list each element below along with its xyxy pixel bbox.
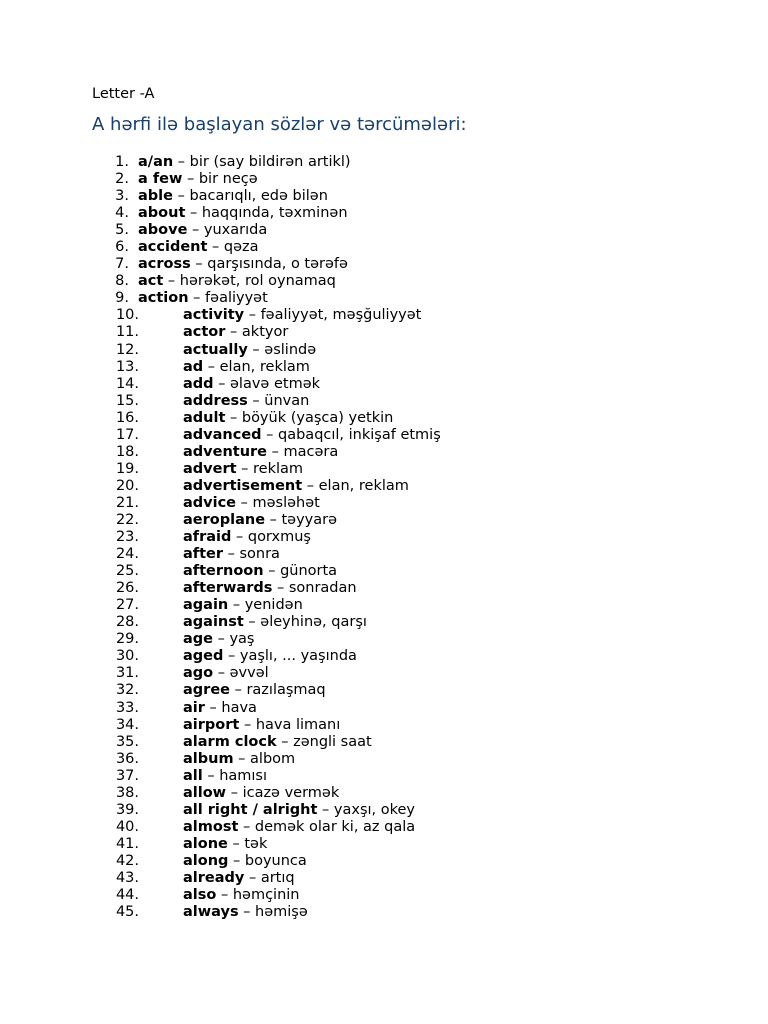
english-word: after: [183, 546, 224, 563]
list-item-number: 4.: [115, 205, 129, 222]
list-item-number: 24.: [115, 546, 139, 563]
list-item-number: 10.: [115, 307, 139, 324]
list-item-number: 20.: [115, 477, 139, 494]
list-item-entry: [183, 461, 303, 478]
list-item-number: 9.: [115, 290, 129, 307]
azerbaijani-translation: hava limanı: [255, 716, 341, 733]
azerbaijani-translation: fəaliyyət, məşğuliyyət: [260, 307, 422, 324]
list-item-entry: [183, 393, 309, 410]
list-item-number: 13.: [115, 358, 139, 375]
english-word: agree: [183, 682, 230, 699]
list-item-entry: [183, 342, 316, 359]
list-item-number: 27.: [115, 597, 139, 614]
list-item-number: 23.: [115, 529, 139, 546]
english-word: aged: [183, 648, 224, 665]
list-item-entry: [183, 359, 310, 376]
list-item-number: 2.: [115, 171, 129, 188]
list-item-number: 12.: [115, 341, 139, 358]
azerbaijani-translation: artıq: [260, 869, 295, 886]
english-word: all right / alright: [183, 801, 318, 818]
dash-separator: –: [216, 887, 233, 904]
english-word: aeroplane: [183, 511, 266, 528]
list-item-number: 40.: [115, 818, 139, 835]
azerbaijani-translation: icazə vermək: [242, 784, 340, 801]
list-item-number: 45.: [115, 904, 139, 921]
list-item-number: 16.: [115, 409, 139, 426]
dash-separator: –: [233, 750, 251, 767]
list-item-number: 14.: [115, 375, 139, 392]
dash-separator: –: [272, 580, 289, 597]
dash-separator: –: [238, 904, 256, 921]
list-item-number: 41.: [115, 835, 139, 852]
dash-separator: –: [203, 358, 220, 375]
azerbaijani-translation: qəza: [223, 239, 259, 256]
azerbaijani-translation: bir neçə: [198, 171, 258, 188]
azerbaijani-translation: ünvan: [264, 392, 310, 409]
list-item-number: 3.: [115, 188, 129, 205]
dash-separator: –: [225, 409, 242, 426]
english-word: allow: [183, 784, 227, 801]
list-item-number: 17.: [115, 426, 139, 443]
english-word: airport: [183, 716, 240, 733]
dash-separator: –: [244, 869, 261, 886]
dash-separator: –: [247, 392, 265, 409]
english-word: afterwards: [183, 580, 273, 597]
azerbaijani-translation: zəngli saat: [293, 733, 372, 750]
list-item-number: 1.: [115, 154, 129, 170]
dash-separator: –: [244, 307, 261, 324]
azerbaijani-translation: tək: [244, 835, 268, 852]
dash-separator: –: [265, 511, 282, 528]
dash-separator: –: [223, 648, 240, 665]
dash-separator: –: [172, 188, 190, 205]
dash-separator: –: [226, 784, 243, 801]
list-item-entry: [183, 427, 441, 444]
list-item-number: 30.: [115, 648, 139, 665]
dash-separator: –: [238, 818, 255, 835]
english-word: alone: [183, 835, 228, 852]
azerbaijani-translation: əleyhinə, qarşı: [260, 614, 367, 631]
list-item-entry: [183, 631, 255, 648]
english-word: ago: [183, 665, 214, 682]
list-item-number: 33.: [115, 699, 139, 716]
english-word: age: [183, 631, 213, 648]
dash-separator: –: [173, 154, 190, 170]
list-item-entry: [138, 256, 348, 273]
dash-separator: –: [228, 852, 245, 869]
english-word: able: [138, 188, 173, 205]
list-item-entry: [183, 512, 337, 529]
azerbaijani-translation: həmişə: [255, 904, 308, 921]
list-item-entry: [183, 597, 303, 614]
english-word: alarm clock: [183, 733, 277, 750]
list-item-number: 7.: [115, 256, 129, 273]
dash-separator: –: [185, 205, 202, 222]
azerbaijani-translation: aktyor: [241, 324, 289, 341]
list-item-entry: [183, 324, 288, 341]
english-word: ad: [183, 358, 204, 375]
azerbaijani-translation: sonradan: [288, 580, 357, 597]
azerbaijani-translation: reklam: [253, 460, 304, 477]
list-item-number: 32.: [115, 682, 139, 699]
english-word: address: [183, 392, 248, 409]
english-word: advertisement: [183, 477, 303, 494]
list-item-entry: [183, 904, 308, 921]
list-item-entry: [183, 614, 367, 631]
dash-separator: –: [302, 477, 319, 494]
azerbaijani-translation: hamısı: [219, 767, 268, 784]
list-item-number: 29.: [115, 631, 139, 648]
list-item-entry: [183, 785, 339, 802]
list-item-number: 11.: [115, 324, 139, 341]
english-word: all: [183, 767, 203, 784]
azerbaijani-translation: haqqında, təxminən: [201, 205, 348, 222]
list-item-entry: [183, 700, 257, 717]
azerbaijani-translation: qorxmuş: [247, 529, 311, 546]
english-word: actually: [183, 341, 248, 358]
dash-separator: –: [227, 835, 245, 852]
list-item-entry: [183, 580, 357, 597]
list-item-entry: [183, 563, 337, 580]
english-word: above: [138, 222, 188, 239]
dash-separator: –: [236, 494, 253, 511]
dash-separator: –: [229, 682, 247, 699]
list-item-entry: [183, 307, 421, 324]
azerbaijani-translation: qarşısında, o tərəfə: [207, 256, 348, 273]
list-item-number: 36.: [115, 750, 139, 767]
list-item-entry: [138, 290, 268, 307]
english-word: adult: [183, 409, 226, 426]
list-item-number: 31.: [115, 665, 139, 682]
azerbaijani-translation: təyyarə: [281, 511, 338, 528]
azerbaijani-translation: sonra: [239, 546, 280, 563]
list-item-entry: [183, 376, 320, 393]
english-word: advice: [183, 494, 237, 511]
azerbaijani-translation: yaş: [229, 631, 255, 648]
dash-separator: –: [182, 171, 199, 188]
dash-separator: –: [202, 767, 220, 784]
english-word: afraid: [183, 529, 232, 546]
english-word: about: [138, 205, 186, 222]
list-item-number: 43.: [115, 869, 139, 886]
english-word: along: [183, 852, 229, 869]
list-item-entry: [183, 802, 415, 819]
dash-separator: –: [187, 222, 204, 239]
list-item-entry: [183, 648, 357, 665]
english-word: album: [183, 750, 234, 767]
english-word: also: [183, 887, 217, 904]
english-word: across: [138, 256, 191, 273]
english-word: again: [183, 597, 229, 614]
azerbaijani-translation: hava: [221, 699, 257, 716]
list-item-number: 8.: [115, 273, 129, 290]
azerbaijani-translation: bir (say bildirən artikl): [189, 154, 351, 170]
list-item-number: 28.: [115, 614, 139, 631]
list-item-number: 38.: [115, 784, 139, 801]
dash-separator: –: [267, 443, 284, 460]
list-item-entry: [183, 734, 372, 751]
list-item-number: 44.: [115, 887, 139, 904]
dash-separator: –: [213, 665, 230, 682]
list-item-number: 6.: [115, 239, 129, 256]
english-word: action: [138, 290, 189, 307]
azerbaijani-translation: yaxşı, okey: [333, 801, 416, 818]
list-item-number: 19.: [115, 460, 139, 477]
list-item-entry: [138, 188, 328, 205]
dash-separator: –: [243, 614, 261, 631]
list-item-entry: [183, 410, 393, 427]
list-item-entry: [183, 495, 320, 512]
list-item-number: 37.: [115, 767, 139, 784]
azerbaijani-translation: məsləhət: [252, 494, 320, 511]
dash-separator: –: [231, 529, 248, 546]
list-item-entry: [138, 222, 267, 239]
english-word: already: [183, 869, 245, 886]
dash-separator: –: [276, 733, 294, 750]
list-item-entry: [183, 682, 326, 699]
azerbaijani-translation: demək olar ki, az qala: [254, 818, 416, 835]
english-word: afternoon: [183, 563, 264, 580]
dash-separator: –: [207, 239, 224, 256]
dash-separator: –: [228, 597, 245, 614]
list-item-entry: [183, 478, 409, 495]
dash-separator: –: [223, 546, 240, 563]
azerbaijani-translation: böyük (yaşca) yetkin: [241, 409, 394, 426]
dash-separator: –: [163, 273, 180, 290]
english-word: a few: [138, 171, 183, 188]
list-item-entry: [138, 239, 259, 256]
azerbaijani-translation: günorta: [280, 563, 338, 580]
azerbaijani-translation: əlavə etmək: [230, 375, 321, 392]
list-item-number: 39.: [115, 801, 139, 818]
azerbaijani-translation: elan, reklam: [318, 477, 409, 494]
azerbaijani-translation: əslində: [264, 341, 317, 358]
english-word: against: [183, 614, 244, 631]
english-word: always: [183, 904, 239, 921]
english-word: activity: [183, 307, 245, 324]
dash-separator: –: [188, 290, 206, 307]
english-word: a/an: [138, 154, 174, 170]
list-item-entry: [183, 546, 280, 563]
list-item-number: 15.: [115, 392, 139, 409]
azerbaijani-translation: razılaşmaq: [246, 682, 326, 699]
azerbaijani-translation: yaşlı, ... yaşında: [239, 648, 357, 665]
list-item-number: 18.: [115, 443, 139, 460]
azerbaijani-translation: yenidən: [244, 597, 303, 614]
list-item-number: 5.: [115, 222, 129, 239]
english-word: air: [183, 699, 205, 716]
list-item-entry: [183, 836, 267, 853]
dash-separator: –: [239, 716, 256, 733]
english-word: add: [183, 375, 214, 392]
list-item-entry: [138, 273, 336, 290]
list-item-entry: [138, 205, 348, 222]
list-item-entry: [183, 887, 299, 904]
azerbaijani-translation: macəra: [283, 443, 339, 460]
dash-separator: –: [247, 341, 265, 358]
english-word: advert: [183, 460, 237, 477]
list-item-entry: [183, 444, 338, 461]
list-item-entry: [183, 717, 340, 734]
list-item-entry: [183, 853, 307, 870]
azerbaijani-translation: əvvəl: [229, 665, 269, 682]
english-word: adventure: [183, 443, 268, 460]
list-item-entry: [183, 870, 295, 887]
azerbaijani-translation: albom: [250, 750, 296, 767]
english-word: actor: [183, 324, 226, 341]
list-item-entry: [183, 665, 269, 682]
list-item-number: 34.: [115, 716, 139, 733]
list-item-number: 25.: [115, 563, 139, 580]
azerbaijani-translation: fəaliyyət: [205, 290, 268, 307]
dash-separator: –: [261, 426, 279, 443]
dash-separator: –: [236, 460, 254, 477]
azerbaijani-translation: elan, reklam: [219, 358, 310, 375]
dash-separator: –: [225, 324, 242, 341]
list-item-entry: [183, 768, 267, 785]
list-item-number: 26.: [115, 580, 139, 597]
azerbaijani-translation: bacarıqlı, edə bilən: [189, 188, 328, 205]
dash-separator: –: [213, 375, 231, 392]
page-heading: A hərfi ilə başlayan sözlər və tərcümələri:: [92, 114, 467, 135]
azerbaijani-translation: boyunca: [244, 852, 307, 869]
dash-separator: –: [263, 563, 281, 580]
list-item-number: 22.: [115, 511, 139, 528]
list-item-number: 21.: [115, 494, 139, 511]
list-item-entry: [183, 819, 415, 836]
list-item-entry: [183, 529, 311, 546]
english-word: accident: [138, 239, 208, 256]
letter-label: Letter -A: [92, 86, 155, 102]
azerbaijani-translation: yuxarıda: [203, 222, 268, 239]
azerbaijani-translation: həmçinin: [232, 887, 300, 904]
azerbaijani-translation: hərəkət, rol oynamaq: [179, 273, 336, 290]
list-item-entry: [183, 751, 295, 768]
dash-separator: –: [317, 801, 334, 818]
list-item-entry: [138, 154, 351, 171]
list-item-number: 35.: [115, 733, 139, 750]
dash-separator: –: [213, 631, 230, 648]
list-item-number: 42.: [115, 852, 139, 869]
dash-separator: –: [204, 699, 222, 716]
english-word: act: [138, 273, 164, 290]
english-word: advanced: [183, 426, 262, 443]
dash-separator: –: [190, 256, 208, 273]
list-item-entry: [138, 171, 258, 188]
english-word: almost: [183, 818, 239, 835]
azerbaijani-translation: qabaqcıl, inkişaf etmiş: [278, 426, 441, 443]
